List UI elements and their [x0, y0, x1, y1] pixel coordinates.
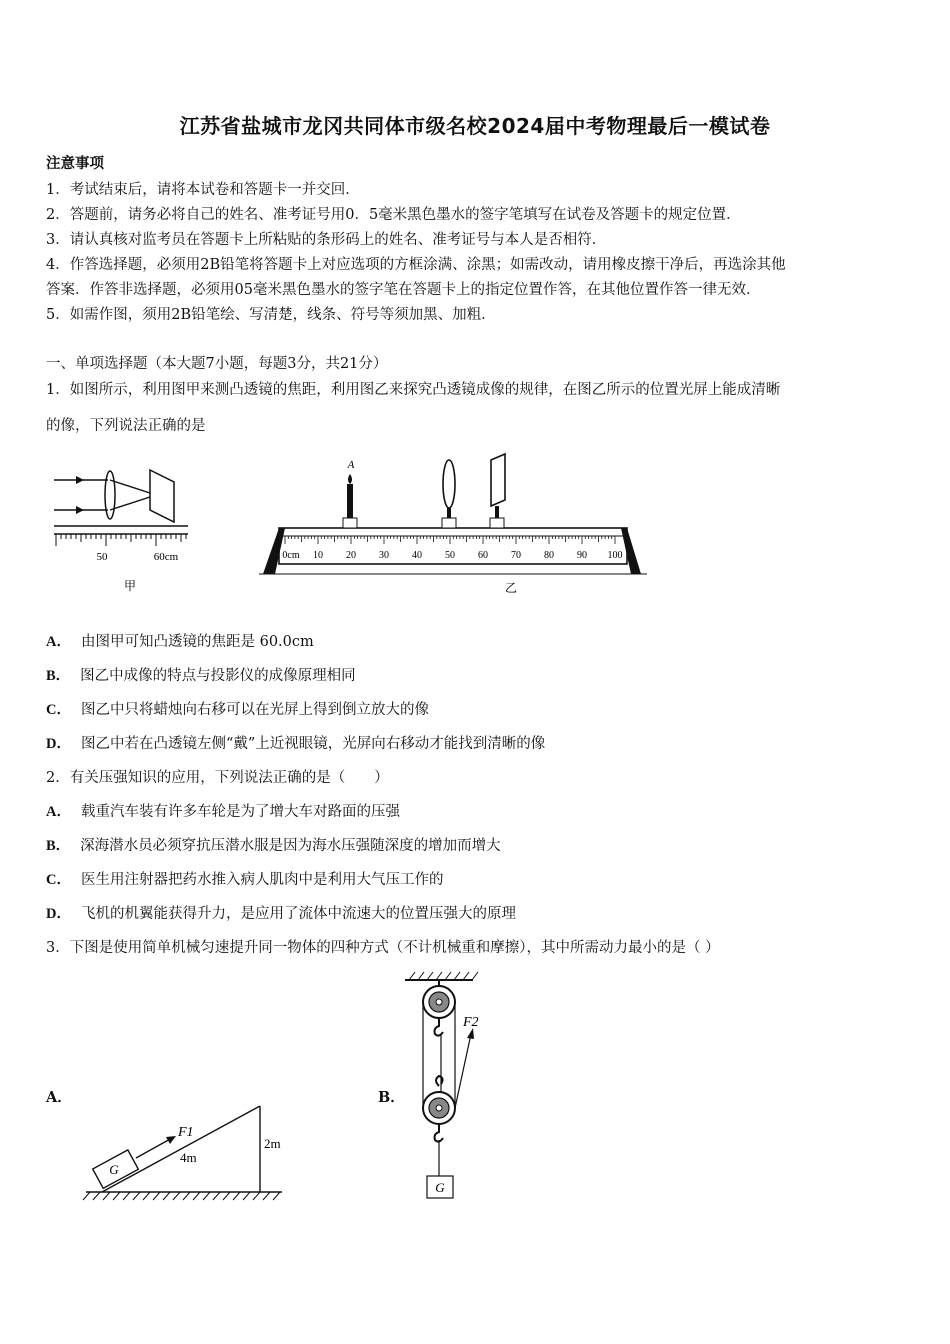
page-title: 江苏省盐城市龙冈共同体市级名校2024届中考物理最后一模试卷	[179, 114, 771, 138]
ground-hatch	[153, 1192, 160, 1200]
ground-hatch	[243, 1192, 250, 1200]
jia-tick-label: 60cm	[153, 551, 179, 563]
q2-option-a[interactable]: A． 载重汽车装有许多车轮是为了增大车对路面的压强	[46, 804, 400, 820]
convex-lens	[442, 460, 456, 528]
q1-option-d[interactable]: D． 图乙中若在凸透镜左侧“戴”上近视眼镜，光屏向右移动才能找到清晰的像	[46, 736, 546, 752]
ground-hatch	[193, 1192, 200, 1200]
yi-caption: 乙	[504, 581, 518, 595]
jia-tick-label: 50	[96, 551, 108, 563]
q2-option-d[interactable]: D． 飞机的机翼能获得升力，是应用了流体中流速大的位置压强大的原理	[46, 906, 516, 922]
pulley-weight: G	[435, 1180, 445, 1195]
incline-weight: G	[109, 1162, 119, 1177]
q2-option-b[interactable]: B． 深海潜水员必须穿抗压潜水服是因为海水压强随深度的增加而增大	[46, 838, 501, 854]
light-screen	[490, 454, 505, 528]
bench-tick-label: 50	[445, 550, 455, 561]
force-f1: F1	[178, 1125, 194, 1140]
bench-tick-label: 20	[346, 550, 356, 561]
notice-item: 1．考试结束后，请将本试卷和答题卡一并交回．	[46, 182, 360, 198]
ground-hatch	[183, 1192, 190, 1200]
ground-hatch	[113, 1192, 120, 1200]
q1-stem: 1．如图所示，利用图甲来测凸透镜的焦距，利用图乙来探究凸透镜成像的规律，在图乙所示的位置光屏上能成清晰	[46, 382, 781, 398]
notice-item: 2．答题前，请务必将自己的姓名、准考证号用0．5毫米黑色墨水的签字笔填写在试卷及答题卡的规定位置．	[46, 207, 741, 223]
bench-tick-label: 70	[511, 550, 521, 561]
notice-item: 3．请认真核对监考员在答题卡上所粘贴的条形码上的姓名、准考证号与本人是否相符．	[46, 232, 607, 248]
q3-stem: 3．下图是使用简单机械匀速提升同一物体的四种方式（不计机械重和摩擦），其中所需动力最小的是（ ）	[46, 940, 720, 956]
candle	[343, 474, 357, 528]
bench-tick-label: 100	[607, 550, 623, 561]
q3-fig-b-label[interactable]: B．	[378, 1089, 405, 1106]
ground-hatch	[103, 1192, 110, 1200]
ground-hatch	[233, 1192, 240, 1200]
ground-hatch	[253, 1192, 260, 1200]
notice-heading: 注意事项	[46, 155, 104, 172]
jia-caption: 甲	[123, 579, 137, 593]
ground-hatch	[123, 1192, 130, 1200]
ceiling-hatch	[427, 972, 433, 980]
section-heading: 一、单项选择题（本大题7小题，每题3分，共21分）	[46, 356, 388, 372]
ceiling-hatch	[409, 972, 415, 980]
bench-tick-label: 60	[478, 550, 488, 561]
figure-pulley-system	[395, 968, 505, 1203]
figure-jia-lens-focal	[48, 462, 198, 597]
ground-hatch	[263, 1192, 270, 1200]
q2-stem: 2．有关压强知识的应用，下列说法正确的是（ ）	[46, 770, 389, 786]
ceiling-hatch	[436, 972, 442, 980]
q1-option-a[interactable]: A． 由图甲可知凸透镜的焦距是 60.0cm	[46, 634, 314, 650]
figure-inclined-plane	[82, 1100, 302, 1210]
incline-height: 2m	[264, 1136, 281, 1151]
q1-option-b[interactable]: B． 图乙中成像的特点与投影仪的成像原理相同	[46, 668, 356, 684]
bench-tick-label: 40	[412, 550, 422, 561]
ground-hatch	[203, 1192, 210, 1200]
ground-hatch	[173, 1192, 180, 1200]
ground-hatch	[93, 1192, 100, 1200]
ground-hatch	[133, 1192, 140, 1200]
bench-tick-label: 90	[577, 550, 587, 561]
force-f2: F2	[463, 1015, 479, 1030]
ceiling-hatch	[445, 972, 451, 980]
ground-hatch	[223, 1192, 230, 1200]
ground-hatch	[213, 1192, 220, 1200]
incline-length: 4m	[180, 1150, 197, 1165]
figure-yi-optical-bench	[255, 450, 650, 600]
q1-option-c[interactable]: C． 图乙中只将蜡烛向右移可以在光屏上得到倒立放大的像	[46, 702, 429, 718]
ground-hatch	[83, 1192, 90, 1200]
notice-item: 答案．作答非选择题，必须用05毫米黑色墨水的签字笔在答题卡上的指定位置作答，在其他位置作答一律无效．	[46, 282, 761, 298]
ground-hatch	[163, 1192, 170, 1200]
candle-label: A	[347, 459, 355, 471]
q2-option-c[interactable]: C． 医生用注射器把药水推入病人肌肉中是利用大气压工作的	[46, 872, 444, 888]
ground-hatch	[273, 1192, 280, 1200]
ground-hatch	[143, 1192, 150, 1200]
ceiling-hatch	[418, 972, 424, 980]
ceiling-hatch	[472, 972, 478, 980]
q1-stem-cont: 的像，下列说法正确的是	[46, 418, 206, 434]
q3-fig-a-label[interactable]: A．	[46, 1089, 72, 1106]
ceiling-hatch	[463, 972, 469, 980]
notice-item: 5．如需作图，须用2B铅笔绘、写清楚，线条、符号等须加黑、加粗．	[46, 307, 496, 323]
ceiling-hatch	[454, 972, 460, 980]
bench-tick-label: 30	[379, 550, 389, 561]
bench-tick-label: 0cm	[282, 550, 300, 561]
bench-tick-label: 80	[544, 550, 554, 561]
bench-tick-label: 10	[313, 550, 323, 561]
notice-item: 4．作答选择题，必须用2B铅笔将答题卡上对应选项的方框涂满、涂黑；如需改动，请用橡皮擦干净后，再选涂其他	[46, 257, 786, 273]
